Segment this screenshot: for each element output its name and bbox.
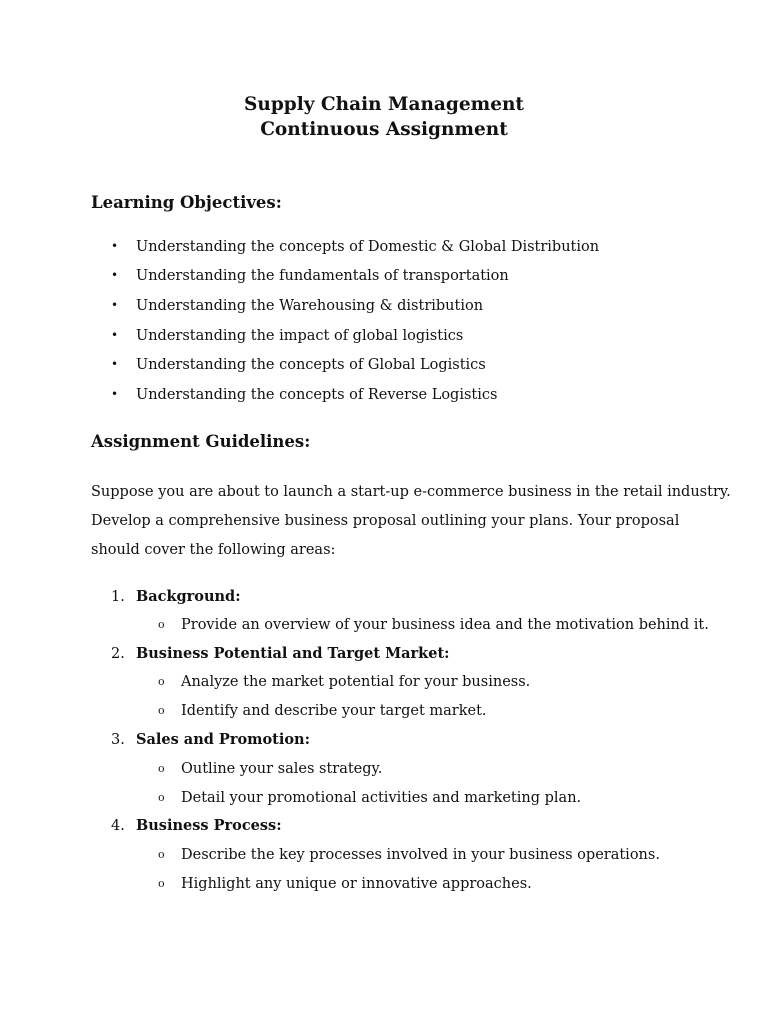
learning-objectives-heading: Learning Objectives: <box>91 193 282 212</box>
objective-item <box>111 384 497 405</box>
objective-item <box>111 325 463 346</box>
objective-item <box>111 236 599 257</box>
sub-item <box>158 845 660 865</box>
section-number: 1. <box>111 589 125 605</box>
sub-item <box>158 701 487 721</box>
bullet-icon: • <box>111 357 119 371</box>
circle-bullet-icon: o <box>158 762 165 775</box>
bullet-icon: • <box>111 239 119 253</box>
section-number: 4. <box>111 818 125 834</box>
sub-item <box>158 615 709 635</box>
circle-bullet-icon: o <box>158 704 165 717</box>
sub-item <box>158 874 532 894</box>
objective-text: Understanding the concepts of Domestic & Global Distribution <box>136 239 600 255</box>
bullet-icon: • <box>111 298 119 312</box>
document-title-line-1: Supply Chain Management <box>244 94 524 115</box>
circle-bullet-icon: o <box>158 791 165 804</box>
bullet-icon: • <box>111 268 119 282</box>
intro-paragraph-line: Suppose you are about to launch a start-up e-commerce business in the retail industry. <box>91 484 731 500</box>
circle-bullet-icon: o <box>158 877 165 890</box>
section-business-process <box>111 816 282 836</box>
assignment-guidelines-heading: Assignment Guidelines: <box>91 432 311 451</box>
bullet-icon: • <box>111 387 119 401</box>
section-label: Background: <box>136 588 241 605</box>
section-business-potential <box>111 644 450 664</box>
circle-bullet-icon: o <box>158 848 165 861</box>
sub-item <box>158 672 530 692</box>
section-label: Business Potential and Target Market: <box>136 645 450 662</box>
objective-item <box>111 265 509 286</box>
sub-item-text: Detail your promotional activities and marketing plan. <box>181 790 582 806</box>
sub-item-text: Provide an overview of your business idea and the motivation behind it. <box>181 617 709 633</box>
objective-text: Understanding the Warehousing & distribution <box>136 298 484 314</box>
intro-paragraph-line: Develop a comprehensive business proposal outlining your plans. Your proposal <box>91 513 680 529</box>
objective-item <box>111 295 483 316</box>
sub-item-text: Describe the key processes involved in your business operations. <box>181 847 660 863</box>
sub-item-text: Identify and describe your target market. <box>181 703 487 719</box>
objective-text: Understanding the impact of global logistics <box>136 328 464 344</box>
intro-paragraph-line: should cover the following areas: <box>91 542 336 558</box>
bullet-icon: • <box>111 328 119 342</box>
objective-text: Understanding the concepts of Global Logistics <box>136 357 486 373</box>
circle-bullet-icon: o <box>158 618 165 631</box>
sub-item <box>158 788 581 808</box>
section-number: 2. <box>111 646 125 662</box>
document-title-line-2: Continuous Assignment <box>260 119 508 140</box>
circle-bullet-icon: o <box>158 675 165 688</box>
sub-item <box>158 759 382 779</box>
objective-item <box>111 354 486 375</box>
sub-item-text: Highlight any unique or innovative approaches. <box>181 876 532 892</box>
section-label: Sales and Promotion: <box>136 731 310 748</box>
section-background <box>111 587 241 607</box>
section-label: Business Process: <box>136 817 282 834</box>
section-number: 3. <box>111 732 125 748</box>
objective-text: Understanding the concepts of Reverse Logistics <box>136 387 498 403</box>
sub-item-text: Analyze the market potential for your business. <box>181 674 531 690</box>
sub-item-text: Outline your sales strategy. <box>181 761 383 777</box>
objective-text: Understanding the fundamentals of transportation <box>136 268 509 284</box>
section-sales-promotion <box>111 730 310 750</box>
